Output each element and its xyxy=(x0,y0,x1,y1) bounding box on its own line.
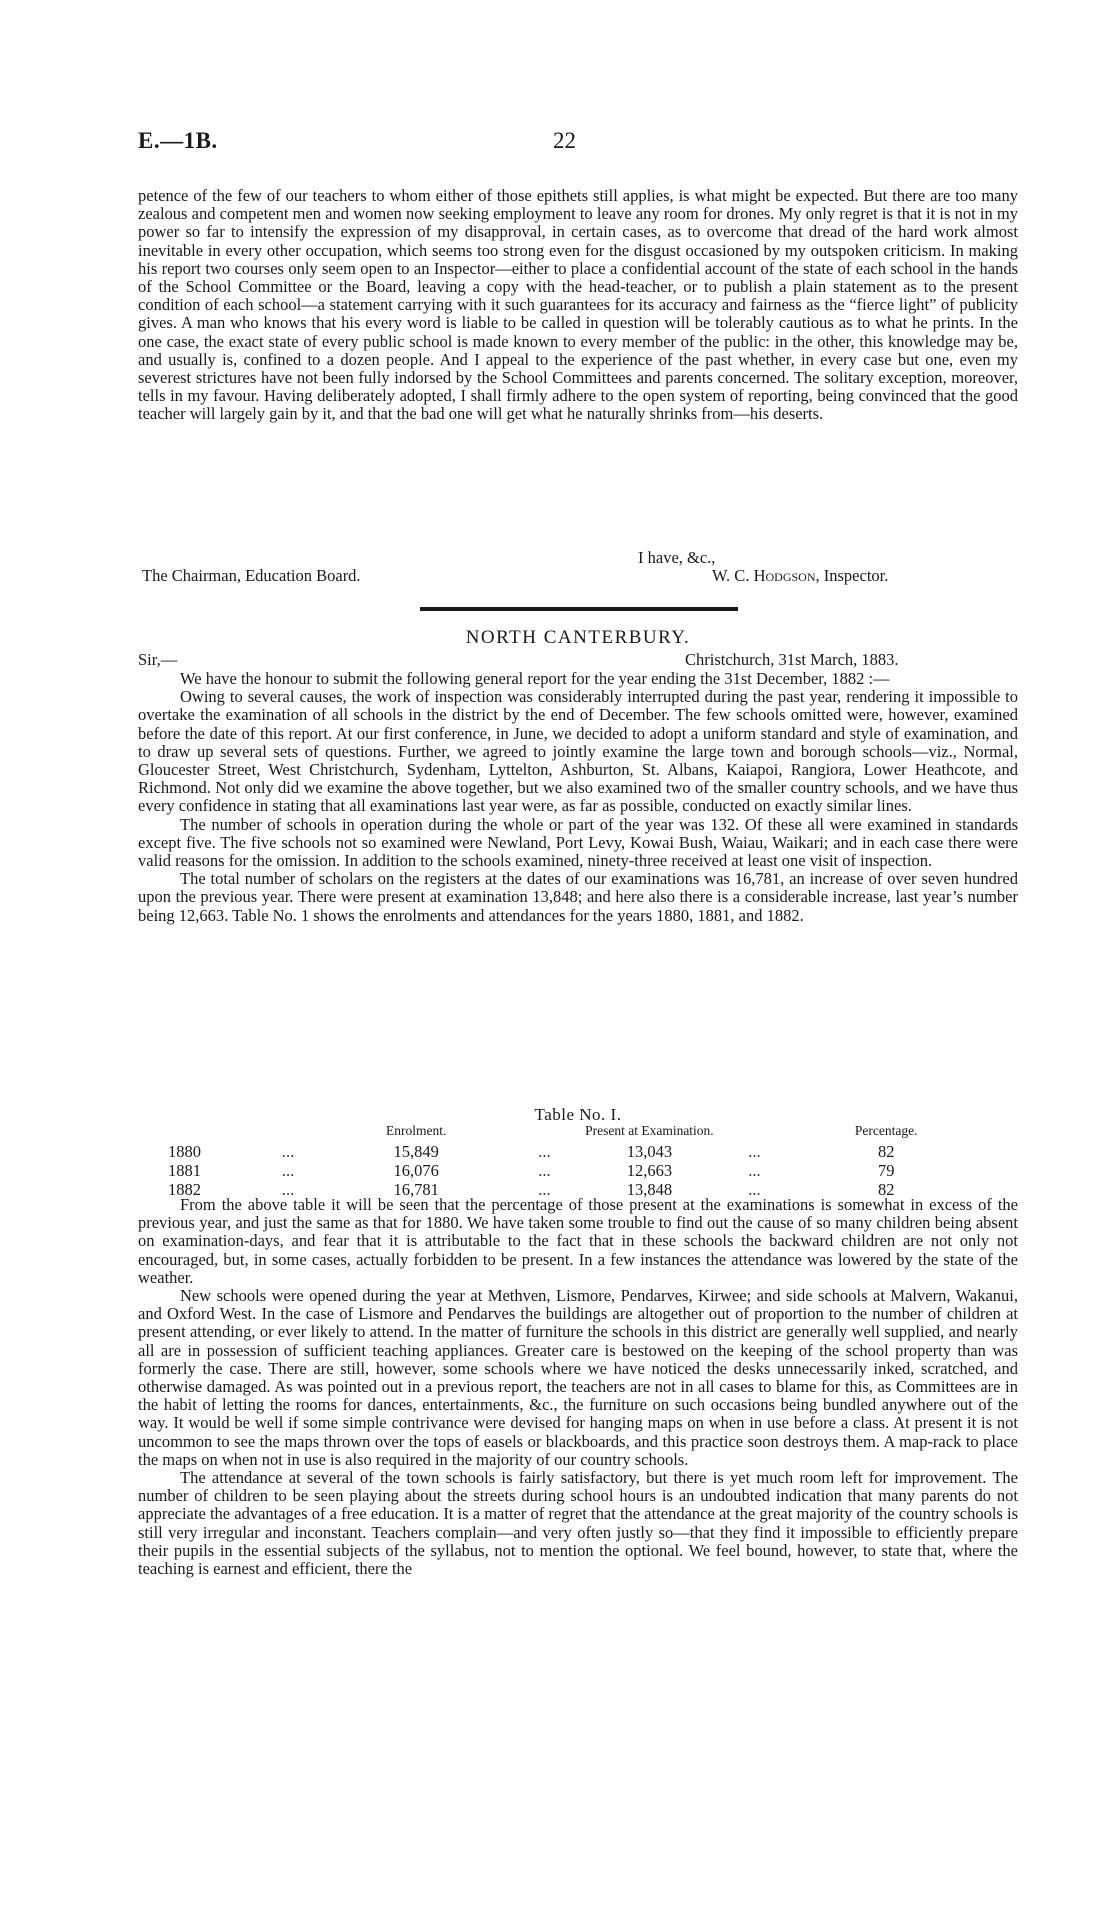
section-title: NORTH CANTERBURY. xyxy=(465,627,691,648)
page-number: 22 xyxy=(553,128,576,153)
table-cell-percentage: 79 xyxy=(877,1161,895,1180)
addressee: The Chairman, Education Board. xyxy=(142,566,361,585)
table-cell-percentage: 82 xyxy=(877,1142,895,1161)
table-cell-enrolment: 15,849 xyxy=(393,1142,439,1161)
table-row xyxy=(168,1142,988,1161)
table-title: Table No. I. xyxy=(534,1105,622,1124)
paragraph: Owing to several causes, the work of inspection was considerably interrupted during the past year, rendering it impossible to overtake the examination of all schools in the district by the end of December. The few schools omitted were, however, examined before the date of this report. At our first conference, in June, we decided to adopt a uniform standard and style of examination, and to draw up several sets of questions. Further, we agreed to jointly examine the large town and borough schools—viz., Normal, Gloucester Street, West Christchurch, Sydenham, Lyttelton, Ashburton, St. Albans, Kaiapoi, Rangiora, Lower Heathcote, and Richmond. Not only did we examine the above together, but we also examined two of the smaller country schools, and we have thus every confidence in stating that all examinations last year were, as far as possible, conducted on exactly similar lines. xyxy=(138,687,1018,816)
leader-dots: ... xyxy=(538,1161,551,1180)
table-cell-year: 1882 xyxy=(168,1180,201,1199)
paragraph: New schools were opened during the year at Methven, Lismore, Pendarves, Kirwee; and side schools at Malvern, Wakanui, and Oxford West. In the case of Lismore and Pendarves the buildings are altogether out of proportion to the number of children at present attending, or ever likely to attend. In the matter of furniture the schools in this district are generally well supplied, and nearly all are in possession of sufficient teaching appliances. Greater care is bestowed on the keeping of the school property than was formerly the case. There are still, however, some schools where we have noticed the desks unnecessarily inked, scratched, and otherwise damaged. As was pointed out in a previous report, the teachers are not in all cases to blame for this, as Committees are in the habit of letting the rooms for dances, entertainments, &c., the furniture on such occasions being bundled anywhere out of the way. It would be well if some simple contrivance were devised for hanging maps on when in use before a class. At present it is not uncommon to see the maps thrown over the tops of easels or blackboards, and this practice soon destroys them. A map-rack to place the maps on when not in use is also required in the majority of our country schools. xyxy=(138,1286,1018,1469)
paragraph: The total number of scholars on the registers at the dates of our examinations was 16,781, an increase of over seven hundred upon the previous year. There were present at examination 13,848; and here also there is a considerable increase, last year’s number being 12,663. Table No. 1 shows the enrolments and attendances for the years 1880, 1881, and 1882. xyxy=(138,869,1018,925)
signature-title: , Inspector. xyxy=(815,566,889,585)
leader-dots: ... xyxy=(748,1161,761,1180)
intro-paragraph: petence of the few of our teachers to whom either of those epithets still applies, is what might be expected. But there are too many zealous and competent men and women now seeking employment to leave any room for drones. My only regret is that it is not in my power so far to intensify the expression of my disapproval, in certain cases, as to overcome that dread of the hard work almost inevitable in every other occupation, which seems too strong even for the disgust occasioned by my outspoken criticism. In making his report two courses only seem open to an Inspector—either to place a confidential account of the state of each school in the hands of the School Committee or the Board, leaving a copy with the head-teacher, or to publish a plain statement as to the present condition of each school—a statement carrying with it such guarantees for its accuracy and fairness as the “fierce light” of publicity gives. A man who knows that his every word is liable to be called in question will be tolerably cautious as to what he prints. In the one case, the exact state of every public school is made known to every member of the public: in the other, this knowledge may be, and usually is, confined to a dozen people. And I appeal to the experience of the past whether, in every case but one, even my severest strictures have not been fully indorsed by the School Committees and parents concerned. The solitary exception, moreover, tells in my favour. Having deliberately adopted, I shall firmly adhere to the open system of reporting, being convinced that the good teacher will largely gain by it, and that the bad one will get what he naturally shrinks from—his deserts. xyxy=(138,186,1018,424)
signature-name: Hodgson xyxy=(753,566,816,585)
enrolment-table xyxy=(168,1124,988,1199)
table-header: Present at Examination. xyxy=(585,1123,714,1138)
paragraph: From the above table it will be seen that the percentage of those present at the examinations is somewhat in excess of the previous year, and just the same as that for 1880. We have taken some trouble to find out the cause of so many children being absent on examination-days, and fear that it is attributable to the fact that in these schools the backward children are not only not encouraged, but, in some cases, actually forbidden to be present. In a few instances the attendance was lowered by the state of the weather. xyxy=(138,1195,1018,1287)
table-header: Enrolment. xyxy=(386,1123,447,1138)
signature xyxy=(712,567,888,586)
report-body-before-table xyxy=(138,670,1018,925)
leader-dots: ... xyxy=(748,1142,761,1161)
table-cell-present: 12,663 xyxy=(626,1161,673,1180)
paragraph: The number of schools in operation during the whole or part of the year was 132. Of these all were examined in standards except five. The five schools not so examined were Newland, Port Levy, Kowai Bush, Waiau, Waikari; and in each case there were valid reasons for the omission. In addition to the schools examined, ninety-three received at least one visit of inspection. xyxy=(138,814,1018,871)
leader-dots: ... xyxy=(281,1180,295,1199)
leader-dots: ... xyxy=(281,1142,295,1161)
signature-initials: W. C. xyxy=(712,566,750,585)
leader-dots: ... xyxy=(538,1180,551,1199)
section-divider xyxy=(420,607,738,611)
closing-phrase: I have, &c., xyxy=(638,548,716,567)
table-cell-percentage: 82 xyxy=(877,1180,895,1199)
report-body-after-table xyxy=(138,1196,1018,1578)
leader-dots: ... xyxy=(538,1142,551,1161)
table-cell-present: 13,043 xyxy=(626,1142,673,1161)
paragraph: The attendance at several of the town schools is fairly satisfactory, but there is yet much room left for improvement. The number of children to be seen playing about the streets during school hours is an undoubted indication that many parents do not appreciate the advantages of a free education. It is a matter of regret that the attendance at the great majority of the country schools is still very irregular and inconstant. Teachers complain—and very often justly so—that they find it impossible to efficiently prepare their pupils in the essential subjects of the syllabus, not to mention the optional. We feel bound, however, to state that, where the teaching is earnest and efficient, there the xyxy=(138,1468,1018,1579)
leader-dots: ... xyxy=(281,1161,295,1180)
paragraph: We have the honour to submit the following general report for the year ending the 31st December, 1882 :— xyxy=(180,669,890,688)
leader-dots: ... xyxy=(748,1180,761,1199)
table-header: Percentage. xyxy=(854,1123,918,1138)
table-cell-year: 1881 xyxy=(168,1161,201,1180)
table-header xyxy=(168,1124,258,1142)
table-cell-enrolment: 16,781 xyxy=(393,1180,439,1199)
table-header-row xyxy=(168,1124,988,1142)
table-cell-enrolment: 16,076 xyxy=(393,1161,439,1180)
salutation: Sir,— xyxy=(138,650,178,669)
table-cell-present: 13,848 xyxy=(626,1180,673,1199)
table-row xyxy=(168,1161,988,1180)
table-cell-year: 1880 xyxy=(168,1142,201,1161)
document-reference: E.—1B. xyxy=(138,128,218,153)
dateline: Christchurch, 31st March, 1883. xyxy=(685,650,899,669)
page-header xyxy=(138,128,1018,162)
intro-text-block xyxy=(138,187,1018,424)
